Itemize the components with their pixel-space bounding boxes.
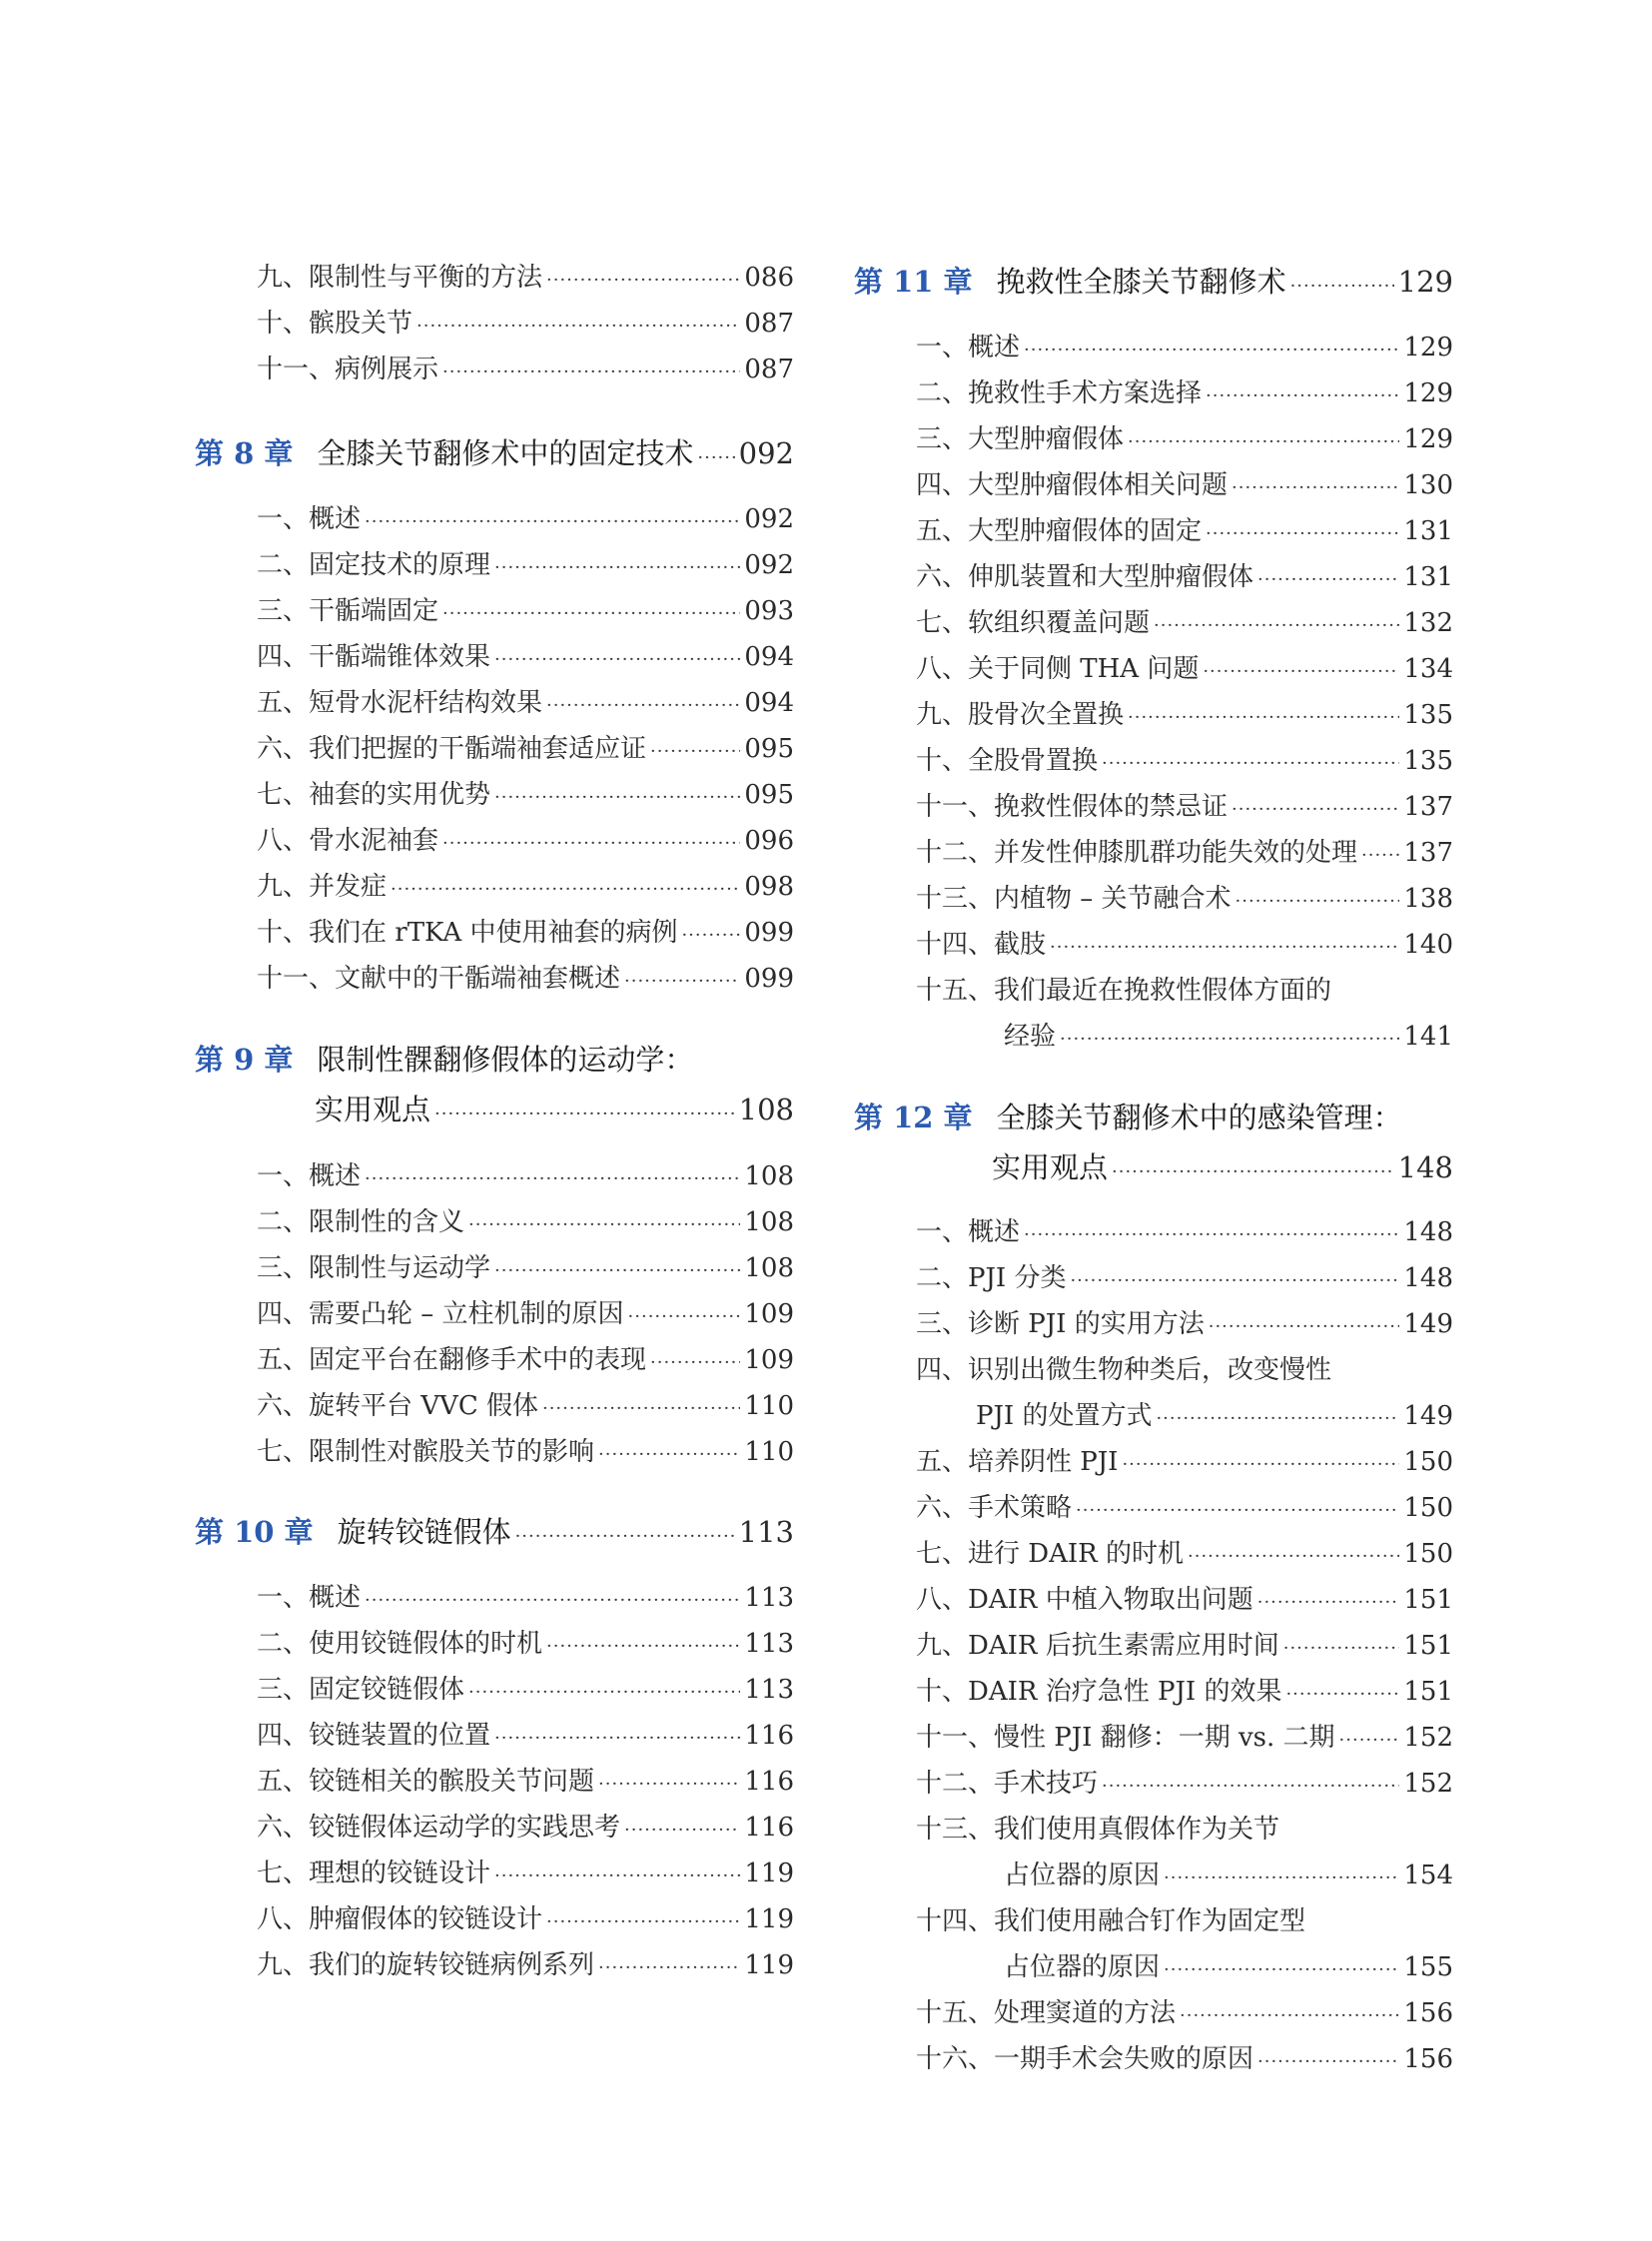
leader-dots (1024, 335, 1399, 367)
toc-entry-title: 七、软组织覆盖问题 (916, 608, 1151, 638)
toc-entry[interactable] (257, 262, 794, 294)
toc-entry-title: 十三、内植物 – 关节融合术 (916, 884, 1232, 914)
leader-dots (515, 1518, 735, 1556)
chapter-title-cont: 实用观点 (992, 1150, 1109, 1184)
leader-dots (546, 1631, 740, 1663)
toc-entry-page: 119 (744, 1904, 794, 1934)
toc-entry-page: 109 (744, 1299, 794, 1329)
leader-dots (681, 920, 740, 952)
toc-entry[interactable] (916, 1768, 1453, 1800)
toc-entry[interactable] (916, 1905, 1453, 1937)
toc-entry-title: 五、培养阴性 PJI (916, 1447, 1119, 1477)
toc-entry-title: 十一、慢性 PJI 翻修：一期 vs. 二期 (916, 1723, 1335, 1753)
toc-entry-page: 113 (744, 1629, 794, 1659)
chapter-title: 旋转铰链假体 (337, 1515, 511, 1549)
chapter-number: 第 11 章 (854, 265, 973, 299)
toc-entry-title: 二、限制性的含义 (257, 1207, 465, 1237)
toc-entry[interactable] (916, 515, 1453, 547)
toc-entry[interactable] (257, 687, 794, 719)
toc-entry-page: 138 (1403, 884, 1453, 914)
toc-entry-page: 131 (1403, 562, 1453, 592)
toc-entry-title: 九、并发症 (257, 872, 388, 902)
leader-dots (1180, 2000, 1399, 2032)
leader-dots (494, 644, 740, 676)
leader-dots (1076, 1495, 1399, 1527)
toc-entry[interactable] (257, 1252, 794, 1284)
toc-entry[interactable] (257, 641, 794, 673)
toc-entry[interactable] (257, 1949, 794, 1981)
toc-entry[interactable] (257, 549, 794, 581)
toc-entry-page: 155 (1403, 1952, 1453, 1982)
toc-left-column (195, 0, 794, 2241)
toc-entry-title: 占位器的原因 (1004, 1861, 1161, 1890)
toc-entry-title: 六、铰链假体运动学的实践思考 (257, 1813, 621, 1843)
leader-dots (494, 1861, 740, 1892)
chapter-title: 全膝关节翻修术中的固定技术 (317, 436, 694, 470)
leader-dots (1206, 380, 1399, 412)
leader-dots (1232, 472, 1399, 504)
toc-entry[interactable] (257, 595, 794, 627)
toc-entry[interactable] (257, 871, 794, 903)
leader-dots (1209, 1311, 1400, 1343)
leader-dots (494, 1723, 740, 1755)
toc-entry-page: 093 (744, 596, 794, 626)
toc-entry-page: 156 (1403, 1998, 1453, 2028)
chapter-heading-8[interactable] (195, 434, 794, 472)
toc-entry-page: 150 (1403, 1493, 1453, 1523)
toc-entry[interactable] (916, 1446, 1453, 1478)
toc-entry[interactable] (257, 503, 794, 535)
chapter-number: 第 10 章 (195, 1515, 314, 1549)
leader-dots (365, 1585, 740, 1617)
toc-entry-title: 四、大型肿瘤假体相关问题 (916, 470, 1229, 500)
toc-entry-page: 151 (1403, 1677, 1453, 1707)
toc-entry[interactable] (916, 837, 1453, 869)
toc-entry-cont[interactable] (976, 1400, 1453, 1432)
toc-entry-title: 一、概述 (916, 1217, 1021, 1247)
chapter-heading-12[interactable] (854, 1099, 1453, 1136)
toc-entry-title: 一、概述 (257, 1583, 362, 1613)
toc-entry[interactable] (916, 1814, 1453, 1846)
toc-entry-page: 129 (1403, 333, 1453, 363)
toc-entry-page: 086 (744, 263, 794, 293)
toc-entry[interactable] (916, 699, 1453, 731)
toc-entry[interactable] (916, 1722, 1453, 1754)
toc-entry-page: 141 (1403, 1022, 1453, 1052)
toc-entry-title: 二、使用铰链假体的时机 (257, 1629, 543, 1659)
toc-entry[interactable] (257, 1344, 794, 1376)
toc-entry-page: 116 (744, 1721, 794, 1751)
toc-entry-title: 二、挽救性手术方案选择 (916, 378, 1203, 408)
toc-entry-title: 一、概述 (257, 1161, 362, 1191)
leader-dots (365, 1163, 740, 1195)
toc-entry-title: 七、理想的铰链设计 (257, 1859, 491, 1888)
leader-dots (546, 690, 740, 722)
toc-entry[interactable] (257, 1674, 794, 1706)
toc-entry-page: 149 (1403, 1309, 1453, 1339)
toc-entry-title: 四、需要凸轮 – 立柱机制的原因 (257, 1299, 624, 1329)
toc-entry-page: 110 (744, 1437, 794, 1467)
toc-entry-page: 108 (744, 1253, 794, 1283)
toc-entry[interactable] (257, 963, 794, 995)
toc-entry-title: 一、概述 (257, 504, 362, 534)
toc-entry-title: 十一、挽救性假体的禁忌证 (916, 792, 1229, 822)
toc-entry[interactable] (916, 1308, 1453, 1340)
toc-entry-page: 087 (744, 309, 794, 339)
leader-dots (542, 1393, 740, 1425)
toc-entry-page: 150 (1403, 1539, 1453, 1569)
leader-dots (650, 736, 740, 768)
chapter-page: 129 (1397, 265, 1453, 299)
leader-dots (1188, 1541, 1399, 1573)
toc-entry[interactable] (916, 929, 1453, 961)
leader-dots (416, 311, 740, 343)
leader-dots (365, 506, 740, 538)
toc-entry[interactable] (916, 1997, 1453, 2029)
toc-entry-page: 130 (1403, 470, 1453, 500)
toc-entry-page: 116 (744, 1767, 794, 1797)
toc-entry-title: 十二、并发性伸膝肌群功能失效的处理 (916, 838, 1358, 868)
leader-dots (1290, 268, 1394, 306)
toc-entry[interactable] (257, 1298, 794, 1330)
toc-entry[interactable] (257, 1766, 794, 1798)
toc-entry-title: 十五、我们最近在挽救性假体方面的 (916, 976, 1332, 1006)
toc-entry-title: 十二、手术技巧 (916, 1769, 1099, 1799)
leader-dots (442, 828, 740, 860)
toc-entry-title: 三、大型肿瘤假体 (916, 424, 1125, 454)
toc-entry-page: 148 (1403, 1263, 1453, 1293)
toc-entry[interactable] (257, 1160, 794, 1192)
toc-entry-page: 116 (744, 1813, 794, 1843)
toc-entry[interactable] (257, 1390, 794, 1422)
toc-entry-title: 七、袖套的实用优势 (257, 780, 491, 810)
leader-dots (1128, 702, 1399, 734)
toc-entry-page: 152 (1403, 1723, 1453, 1753)
toc-entry-title: 十一、文献中的干骺端袖套概述 (257, 964, 621, 994)
toc-entry-page: 094 (744, 642, 794, 672)
toc-entry-page: 148 (1403, 1217, 1453, 1247)
leader-dots (1203, 656, 1399, 688)
leader-dots (546, 1906, 740, 1938)
chapter-title: 挽救性全膝关节翻修术 (996, 265, 1286, 299)
toc-entry-page: 154 (1403, 1861, 1453, 1890)
leader-dots (598, 1952, 740, 1984)
leader-dots (1257, 564, 1399, 596)
toc-entry-title: 六、旋转平台 VVC 假体 (257, 1391, 538, 1421)
toc-entry[interactable] (257, 1812, 794, 1844)
toc-entry-page: 095 (744, 734, 794, 764)
toc-entry-page: 109 (744, 1345, 794, 1375)
leader-dots (1102, 1771, 1399, 1803)
toc-entry-page: 099 (744, 918, 794, 948)
toc-entry-title: 八、肿瘤假体的铰链设计 (257, 1904, 543, 1934)
toc-entry-page: 152 (1403, 1769, 1453, 1799)
toc-entry-page: 132 (1403, 608, 1453, 638)
toc-entry-page: 131 (1403, 516, 1453, 546)
toc-entry-title: 十六、一期手术会失败的原因 (916, 2044, 1254, 2074)
toc-entry-title: PJI 的处置方式 (976, 1401, 1153, 1431)
toc-entry-page: 149 (1403, 1401, 1453, 1431)
toc-entry-page: 135 (1403, 746, 1453, 776)
toc-entry[interactable] (916, 1354, 1453, 1386)
leader-dots (391, 874, 740, 906)
toc-entry[interactable] (257, 1858, 794, 1889)
toc-entry-cont[interactable] (1004, 1860, 1453, 1891)
toc-entry[interactable] (916, 1538, 1453, 1570)
leader-dots (1050, 932, 1399, 964)
toc-entry-page: 129 (1403, 424, 1453, 454)
toc-entry-title: 六、伸肌装置和大型肿瘤假体 (916, 562, 1254, 592)
toc-right-column (854, 0, 1453, 2241)
leader-dots (468, 1677, 740, 1709)
toc-entry-title: 九、我们的旋转铰链病例系列 (257, 1950, 595, 1980)
toc-entry-title: 十、我们在 rTKA 中使用袖套的病例 (257, 918, 678, 948)
leader-dots (598, 1769, 740, 1801)
toc-entry-title: 五、固定平台在翻修手术中的表现 (257, 1345, 647, 1375)
chapter-title: 限制性髁翻修假体的运动学： (317, 1043, 694, 1077)
toc-entry[interactable] (916, 1584, 1453, 1616)
toc-entry[interactable] (916, 561, 1453, 593)
toc-entry-page: 151 (1403, 1631, 1453, 1661)
toc-entry-title: 三、干骺端固定 (257, 596, 439, 626)
leader-dots (1122, 1449, 1399, 1481)
chapter-title: 全膝关节翻修术中的感染管理： (996, 1101, 1402, 1134)
toc-entry-page: 098 (744, 872, 794, 902)
toc-entry[interactable] (916, 1216, 1453, 1248)
toc-entry[interactable] (916, 423, 1453, 455)
toc-entry-title: 十五、处理窦道的方法 (916, 1998, 1177, 2028)
toc-entry-page: 119 (744, 1950, 794, 1980)
toc-entry[interactable] (916, 653, 1453, 685)
toc-entry-title: 五、铰链相关的髌股关节问题 (257, 1767, 595, 1797)
toc-entry-title: 十一、病例展示 (257, 355, 439, 384)
toc-entry[interactable] (257, 1720, 794, 1752)
leader-dots (494, 1255, 740, 1287)
leader-dots (598, 1439, 740, 1471)
toc-entry[interactable] (257, 1582, 794, 1614)
leader-dots (494, 552, 740, 584)
toc-entry-title: 五、大型肿瘤假体的固定 (916, 516, 1203, 546)
toc-entry-page: 137 (1403, 838, 1453, 868)
toc-entry-title: 九、股骨次全置换 (916, 700, 1125, 730)
leader-dots (1232, 794, 1399, 826)
leader-dots (1361, 840, 1399, 872)
toc-entry[interactable] (257, 917, 794, 949)
toc-entry[interactable] (916, 975, 1453, 1007)
toc-entry-title: 三、固定铰链假体 (257, 1675, 465, 1705)
toc-entry-page: 113 (744, 1583, 794, 1613)
toc-entry[interactable] (257, 1436, 794, 1468)
toc-entry[interactable] (916, 1676, 1453, 1708)
toc-entry-page: 140 (1403, 930, 1453, 960)
toc-entry[interactable] (916, 883, 1453, 915)
toc-entry-title: 十、全股骨置换 (916, 746, 1099, 776)
toc-entry-title: 六、我们把握的干骺端袖套适应证 (257, 734, 647, 764)
chapter-page: 108 (738, 1093, 794, 1126)
toc-entry-title: 十四、我们使用融合钉作为固定型 (916, 1906, 1306, 1936)
toc-entry[interactable] (257, 825, 794, 857)
toc-entry-title: 十、DAIR 治疗急性 PJI 的效果 (916, 1677, 1282, 1707)
toc-entry-page: 108 (744, 1161, 794, 1191)
toc-entry[interactable] (257, 733, 794, 765)
toc-entry[interactable] (916, 607, 1453, 639)
toc-entry-title: 三、限制性与运动学 (257, 1253, 491, 1283)
chapter-number: 第 12 章 (854, 1101, 973, 1134)
toc-entry-page: 135 (1403, 700, 1453, 730)
toc-entry[interactable] (257, 1628, 794, 1660)
leader-dots (434, 1096, 735, 1133)
toc-entry-title: 七、进行 DAIR 的时机 (916, 1539, 1184, 1569)
chapter-page: 113 (738, 1515, 794, 1549)
leader-dots (1060, 1024, 1399, 1056)
toc-entry[interactable] (257, 779, 794, 811)
toc-entry-title: 十四、截肢 (916, 930, 1047, 960)
toc-entry-title: 经验 (1004, 1022, 1057, 1052)
toc-entry[interactable] (257, 354, 794, 385)
toc-entry-page: 119 (744, 1859, 794, 1888)
toc-entry[interactable] (916, 377, 1453, 409)
toc-entry[interactable] (257, 308, 794, 340)
toc-entry[interactable] (257, 1206, 794, 1238)
toc-entry-title: 四、铰链装置的位置 (257, 1721, 491, 1751)
chapter-heading-11[interactable] (854, 263, 1453, 301)
toc-entry-title: 七、限制性对髌股关节的影响 (257, 1437, 595, 1467)
leader-dots (1070, 1265, 1399, 1297)
leader-dots (1285, 1679, 1399, 1711)
leader-dots (628, 1301, 741, 1333)
leader-dots (1236, 886, 1400, 918)
toc-entry-page: 129 (1403, 378, 1453, 408)
leader-dots (1257, 2046, 1399, 2078)
leader-dots (1206, 518, 1399, 550)
chapter-heading-12-cont[interactable] (992, 1148, 1453, 1186)
chapter-number: 第 9 章 (195, 1043, 294, 1077)
leader-dots (624, 966, 740, 998)
leader-dots (1154, 610, 1399, 642)
toc-entry-title: 四、干骺端锥体效果 (257, 642, 491, 672)
toc-entry-page: 096 (744, 826, 794, 856)
leader-dots (1164, 1954, 1399, 1986)
toc-entry-title: 十三、我们使用真假体作为关节 (916, 1815, 1280, 1845)
toc-entry-title: 十、髌股关节 (257, 309, 413, 339)
leader-dots (494, 782, 740, 814)
leader-dots (442, 598, 740, 630)
toc-entry-title: 占位器的原因 (1004, 1952, 1161, 1982)
toc-entry-page: 099 (744, 964, 794, 994)
leader-dots (1024, 1219, 1399, 1251)
toc-entry-title: 六、手术策略 (916, 1493, 1073, 1523)
leader-dots (1128, 426, 1399, 458)
toc-entry-title: 八、关于同侧 THA 问题 (916, 654, 1200, 684)
toc-entry[interactable] (916, 1262, 1453, 1294)
toc-entry-title: 八、骨水泥袖套 (257, 826, 439, 856)
toc-entry[interactable] (916, 332, 1453, 364)
toc-entry-title: 四、识别出微生物种类后，改变慢性 (916, 1355, 1332, 1385)
toc-entry-title: 九、限制性与平衡的方法 (257, 263, 543, 293)
leader-dots (546, 265, 740, 297)
toc-entry[interactable] (916, 791, 1453, 823)
leader-dots (1257, 1587, 1400, 1619)
toc-entry-page: 113 (744, 1675, 794, 1705)
toc-entry-title: 九、DAIR 后抗生素需应用时间 (916, 1631, 1279, 1661)
toc-entry-page: 087 (744, 355, 794, 384)
chapter-heading-9[interactable] (195, 1041, 794, 1079)
toc-entry[interactable] (916, 1492, 1453, 1524)
leader-dots (1164, 1863, 1399, 1894)
leader-dots (1112, 1153, 1394, 1191)
leader-dots (1283, 1633, 1400, 1665)
toc-entry-title: 八、DAIR 中植入物取出问题 (916, 1585, 1253, 1615)
leader-dots (1339, 1725, 1400, 1757)
chapter-page: 092 (738, 436, 794, 470)
toc-entry-page: 095 (744, 780, 794, 810)
leader-dots (697, 439, 734, 477)
chapter-heading-10[interactable] (195, 1513, 794, 1551)
toc-entry-cont[interactable] (1004, 1021, 1453, 1053)
toc-entry-title: 五、短骨水泥杆结构效果 (257, 688, 543, 718)
chapter-page: 148 (1397, 1150, 1453, 1184)
chapter-title-cont: 实用观点 (315, 1093, 431, 1126)
toc-entry-title: 二、PJI 分类 (916, 1263, 1067, 1293)
toc-entry-page: 137 (1403, 792, 1453, 822)
leader-dots (624, 1815, 740, 1847)
leader-dots (650, 1347, 740, 1379)
toc-entry-title: 二、固定技术的原理 (257, 550, 491, 580)
toc-entry[interactable] (916, 745, 1453, 777)
toc-entry-page: 134 (1403, 654, 1453, 684)
toc-entry-page: 092 (744, 550, 794, 580)
toc-entry-page: 150 (1403, 1447, 1453, 1477)
toc-entry-page: 110 (744, 1391, 794, 1421)
toc-entry-page: 151 (1403, 1585, 1453, 1615)
chapter-number: 第 8 章 (195, 436, 294, 470)
chapter-heading-9-cont[interactable] (315, 1091, 794, 1128)
toc-entry-cont[interactable] (1004, 1951, 1453, 1983)
toc-entry[interactable] (916, 2043, 1453, 2075)
leader-dots (1156, 1403, 1399, 1435)
leader-dots (442, 357, 740, 388)
toc-entry[interactable] (916, 469, 1453, 501)
toc-entry-page: 092 (744, 504, 794, 534)
toc-entry-title: 一、概述 (916, 333, 1021, 363)
toc-entry-page: 094 (744, 688, 794, 718)
toc-entry-title: 三、诊断 PJI 的实用方法 (916, 1309, 1205, 1339)
toc-entry[interactable] (257, 1903, 794, 1935)
leader-dots (468, 1209, 740, 1241)
toc-entry-page: 156 (1403, 2044, 1453, 2074)
toc-entry-page: 108 (744, 1207, 794, 1237)
leader-dots (1102, 748, 1399, 780)
toc-entry[interactable] (916, 1630, 1453, 1662)
